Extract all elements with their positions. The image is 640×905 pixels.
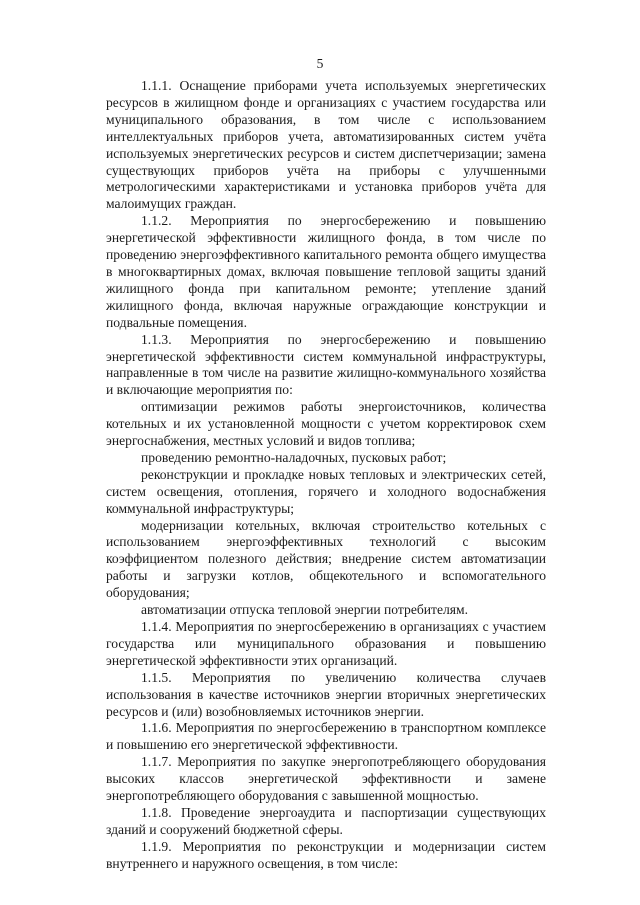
document-body xyxy=(106,78,546,873)
list-item-reconstruction: реконструкции и прокладке новых тепловых и электрических сетей, систем освещения, отопления, горячего и холодного водоснабжения коммунальной инфраструктуры; xyxy=(106,466,546,516)
paragraph-1-1-8: 1.1.8. Проведение энергоаудита и паспортизации существующих зданий и сооружений бюджетной сферы. xyxy=(106,804,546,837)
paragraph-1-1-1: 1.1.1. Оснащение приборами учета используемых энергетических ресурсов в жилищном фонде и организациях с участием государства или муниципального образования, в том числе с использованием интеллектуальных приборов учета, автоматизированных систем учёта используемых энергетических ресурсов и систем диспетчеризации; замена существующих приборов учёта на приборы с улучшенными метрологическими характеристиками и установка приборов учёта для малоимущих граждан. xyxy=(106,78,546,212)
paragraph-1-1-3: 1.1.3. Мероприятия по энергосбережению и повышению энергетической эффективности систем коммунальной инфраструктуры, направленные в том числе на развитие жилищно-коммунального хозяйства и включающие мероприятия по: xyxy=(106,331,546,398)
list-item-repair-works: проведению ремонтно-наладочных, пусковых работ; xyxy=(141,449,447,465)
paragraph-1-1-6: 1.1.6. Мероприятия по энергосбережению в транспортном комплексе и повышению его энергетической эффективности. xyxy=(106,720,546,753)
paragraph-1-1-2: 1.1.2. Мероприятия по энергосбережению и повышению энергетической эффективности жилищного фонда, в том числе по проведению энергоэффективного капитального ремонта общего имущества в многоквартирных домах, включая повышение тепловой защиты зданий жилищного фонда при капитальном ремонте; утепление зданий жилищного фонда, включая наружные ограждающие конструкции и подвальные помещения. xyxy=(106,213,546,330)
paragraph-1-1-7: 1.1.7. Мероприятия по закупке энергопотребляющего оборудования высоких классов энергетической эффективности и замене энергопотребляющего оборудования с завышенной мощностью. xyxy=(106,754,546,804)
paragraph-1-1-4: 1.1.4. Мероприятия по энергосбережению в организациях с участием государства или муниципального образования и повышению энергетической эффективности этих организаций. xyxy=(106,619,546,668)
list-item-automation: автоматизации отпуска тепловой энергии потребителям. xyxy=(141,602,469,618)
list-item-modernization: модернизации котельных, включая строительство котельных с использованием энергоэффективных технологий с высоким коэффициентом полезного действия; внедрение систем автоматизации работы и загрузки котлов, общекотельного и вспомогательного оборудования; xyxy=(106,517,546,601)
page-number: 5 xyxy=(316,56,324,71)
paragraph-1-1-5: 1.1.5. Мероприятия по увеличению количества случаев использования в качестве источников энергии вторичных энергетических ресурсов и (или) возобновляемых источников энергии. xyxy=(106,669,546,719)
list-item-optimization: оптимизации режимов работы энергоисточников, количества котельных и их установленной мощности с учетом корректировок схем энергоснабжения, местных условий и видов топлива; xyxy=(106,399,546,449)
paragraph-1-1-9: 1.1.9. Мероприятия по реконструкции и модернизации систем внутреннего и наружного освещения, в том числе: xyxy=(106,838,546,871)
